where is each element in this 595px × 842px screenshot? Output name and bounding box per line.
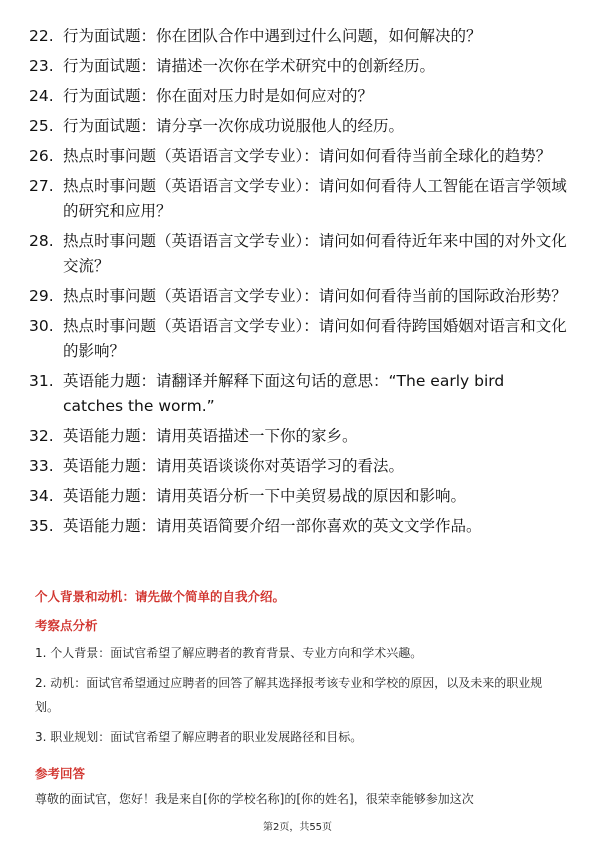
analysis-point: 1. 个人背景：面试官希望了解应聘者的教育背景、专业方向和学术兴趣。	[35, 646, 423, 660]
question-text: 热点时事问题（英语语言文学专业）：请问如何看待当前全球化的趋势？	[63, 147, 552, 165]
list-item	[29, 284, 569, 309]
analysis-point: 2. 动机：面试官希望通过应聘者的回答了解其选择报考该专业和学校的原因，以及未来的职业规划。	[35, 676, 543, 714]
question-text: 行为面试题：你在面对压力时是如何应对的？	[63, 87, 374, 105]
list-item	[29, 514, 569, 539]
list-item	[29, 84, 569, 109]
list-item	[29, 24, 569, 49]
question-number: 26.	[29, 147, 54, 165]
question-text: 行为面试题：请分享一次你成功说服他人的经历。	[63, 117, 405, 135]
reference-title: 参考回答	[35, 766, 86, 781]
question-text: 热点时事问题（英语语言文学专业）：请问如何看待近年来中国的对外文化交流？	[63, 232, 567, 275]
analysis-point: 3. 职业规划：面试官希望了解应聘者的职业发展路径和目标。	[35, 730, 363, 744]
question-text: 英语能力题：请用英语简要介绍一部你喜欢的英文文学作品。	[63, 517, 482, 535]
reference-text: 尊敬的面试官，您好！我是来自[你的学校名称]的[你的姓名]，很荣幸能够参加这次	[35, 792, 474, 806]
list-item	[29, 484, 569, 509]
list-item	[29, 174, 569, 224]
list-item	[29, 144, 569, 169]
list-item	[29, 114, 569, 139]
question-list	[29, 24, 569, 544]
list-item	[29, 424, 569, 449]
reference-block	[35, 765, 565, 811]
question-number: 24.	[29, 87, 54, 105]
question-number: 28.	[29, 232, 54, 250]
question-number: 34.	[29, 487, 54, 505]
question-text: 热点时事问题（英语语言文学专业）：请问如何看待当前的国际政治形势？	[63, 287, 567, 305]
section-heading: 个人背景和动机：请先做个简单的自我介绍。	[35, 589, 286, 604]
question-text: 英语能力题：请用英语分析一下中美贸易战的原因和影响。	[63, 487, 467, 505]
question-number: 31.	[29, 372, 54, 390]
question-number: 30.	[29, 317, 54, 335]
question-number: 33.	[29, 457, 54, 475]
list-item	[29, 454, 569, 479]
question-number: 23.	[29, 57, 54, 75]
analysis-title: 考察点分析	[35, 618, 98, 633]
question-number: 25.	[29, 117, 54, 135]
page-number: 第2页，共55页	[262, 822, 333, 833]
question-number: 35.	[29, 517, 54, 535]
section-heading-block	[35, 588, 565, 606]
question-number: 22.	[29, 27, 54, 45]
analysis-block	[35, 617, 565, 749]
question-number: 29.	[29, 287, 54, 305]
question-text: 英语能力题：请翻译并解释下面这句话的意思：“The early bird catches the worm.”	[63, 372, 505, 415]
list-item	[29, 369, 569, 419]
question-number: 27.	[29, 177, 54, 195]
list-item	[29, 54, 569, 79]
list-item	[29, 229, 569, 279]
question-text: 英语能力题：请用英语谈谈你对英语学习的看法。	[63, 457, 405, 475]
question-number: 32.	[29, 427, 54, 445]
list-item	[29, 314, 569, 364]
question-text: 热点时事问题（英语语言文学专业）：请问如何看待人工智能在语言学领域的研究和应用？	[63, 177, 567, 220]
question-text: 英语能力题：请用英语描述一下你的家乡。	[63, 427, 358, 445]
question-text: 热点时事问题（英语语言文学专业）：请问如何看待跨国婚姻对语言和文化的影响？	[63, 317, 567, 360]
question-text: 行为面试题：请描述一次你在学术研究中的创新经历。	[63, 57, 436, 75]
question-text: 行为面试题：你在团队合作中遇到过什么问题，如何解决的？	[63, 27, 482, 45]
